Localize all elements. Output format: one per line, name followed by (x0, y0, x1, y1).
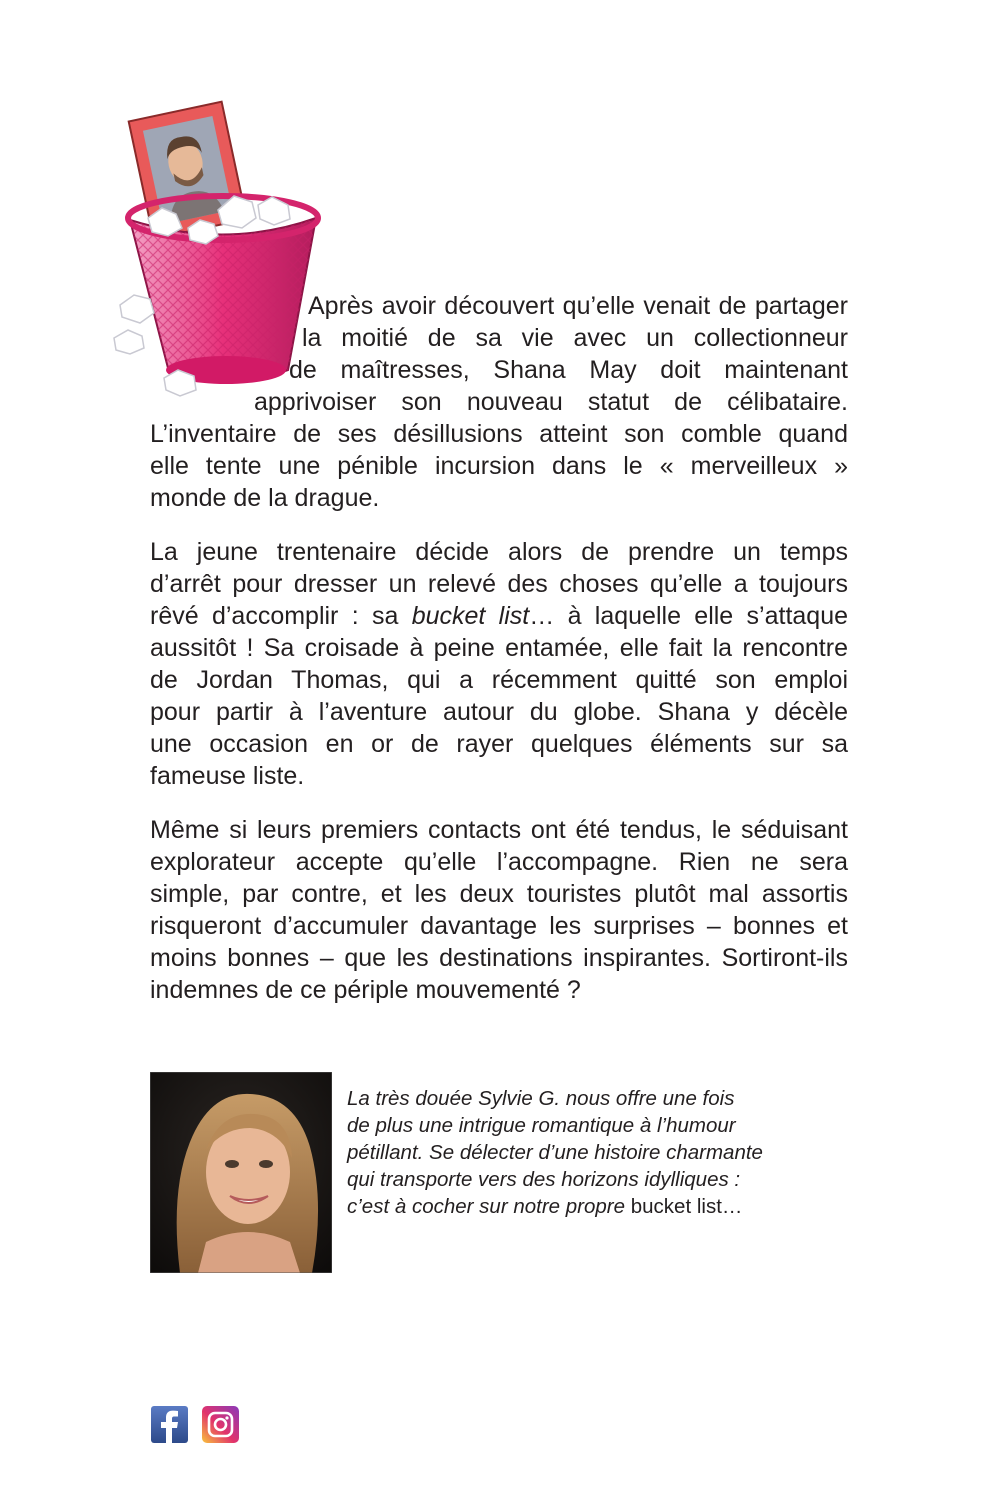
bucket-list-upright: bucket list… (630, 1195, 743, 1218)
synopsis-paragraph-1 (150, 290, 848, 514)
blurb-line: La très douée Sylvie G. nous offre une fois (347, 1087, 735, 1110)
text-line: de Jordan Thomas, qui a récemment quitté son emploi (150, 666, 848, 694)
text-line: pour partir à l’aventure autour du globe. Shana y décèle (150, 698, 848, 726)
text-line: indemnes de ce périple mouvementé ? (150, 976, 581, 1004)
social-links (151, 1406, 239, 1443)
author-photo (150, 1072, 332, 1273)
text-line: fameuse liste. (150, 762, 305, 790)
text-line: moins bonnes – que les destinations inspirantes. Sortiront-ils (150, 944, 848, 972)
text-line (150, 600, 848, 632)
text-fragment: rêvé d’accomplir : sa (150, 602, 399, 630)
blurb-line: pétillant. Se délecter d’une histoire charmante (347, 1141, 763, 1164)
instagram-icon[interactable] (202, 1406, 239, 1443)
facebook-icon[interactable] (151, 1406, 188, 1443)
text-line: aussitôt ! Sa croisade à peine entamée, elle fait la rencontre (150, 634, 848, 662)
text-line: une occasion en or de rayer quelques éléments sur sa (150, 730, 848, 758)
text-line: de maîtresses, Shana May doit maintenant (289, 356, 848, 384)
text-line: explorateur accepte qu’elle l’accompagne. Rien ne sera (150, 848, 848, 876)
synopsis-paragraph-3 (150, 814, 848, 1006)
blurb-line: de plus une intrigue romantique à l’humour (347, 1114, 736, 1137)
text-line: La jeune trentenaire décide alors de prendre un temps (150, 538, 848, 566)
text-line: L’inventaire de ses désillusions atteint son comble quand (150, 420, 848, 448)
author-blurb (347, 1085, 827, 1220)
blurb-fragment: c’est à cocher sur notre propre (347, 1195, 626, 1218)
text-fragment: … à laquelle elle s’attaque (529, 602, 848, 630)
text-line: elle tente une pénible incursion dans le « merveilleux » (150, 452, 848, 480)
blurb-line: qui transporte vers des horizons idylliques : (347, 1168, 741, 1191)
text-line: simple, par contre, et les deux touristes plutôt mal assortis (150, 880, 848, 908)
blurb-line (347, 1193, 827, 1220)
text-line: risqueront d’accumuler davantage les surprises – bonnes et (150, 912, 848, 940)
text-line: apprivoiser son nouveau statut de célibataire. (254, 388, 848, 416)
text-line: la moitié de sa vie avec un collectionneur (302, 324, 848, 352)
text-line: d’arrêt pour dresser un relevé des choses qu’elle a toujours (150, 570, 848, 598)
synopsis-paragraph-2 (150, 536, 848, 792)
bucket-list-italic: bucket list (411, 602, 530, 630)
text-line: Même si leurs premiers contacts ont été tendus, le séduisant (150, 816, 848, 844)
text-line: monde de la drague. (150, 484, 380, 512)
text-line: Après avoir découvert qu’elle venait de partager (308, 292, 848, 320)
